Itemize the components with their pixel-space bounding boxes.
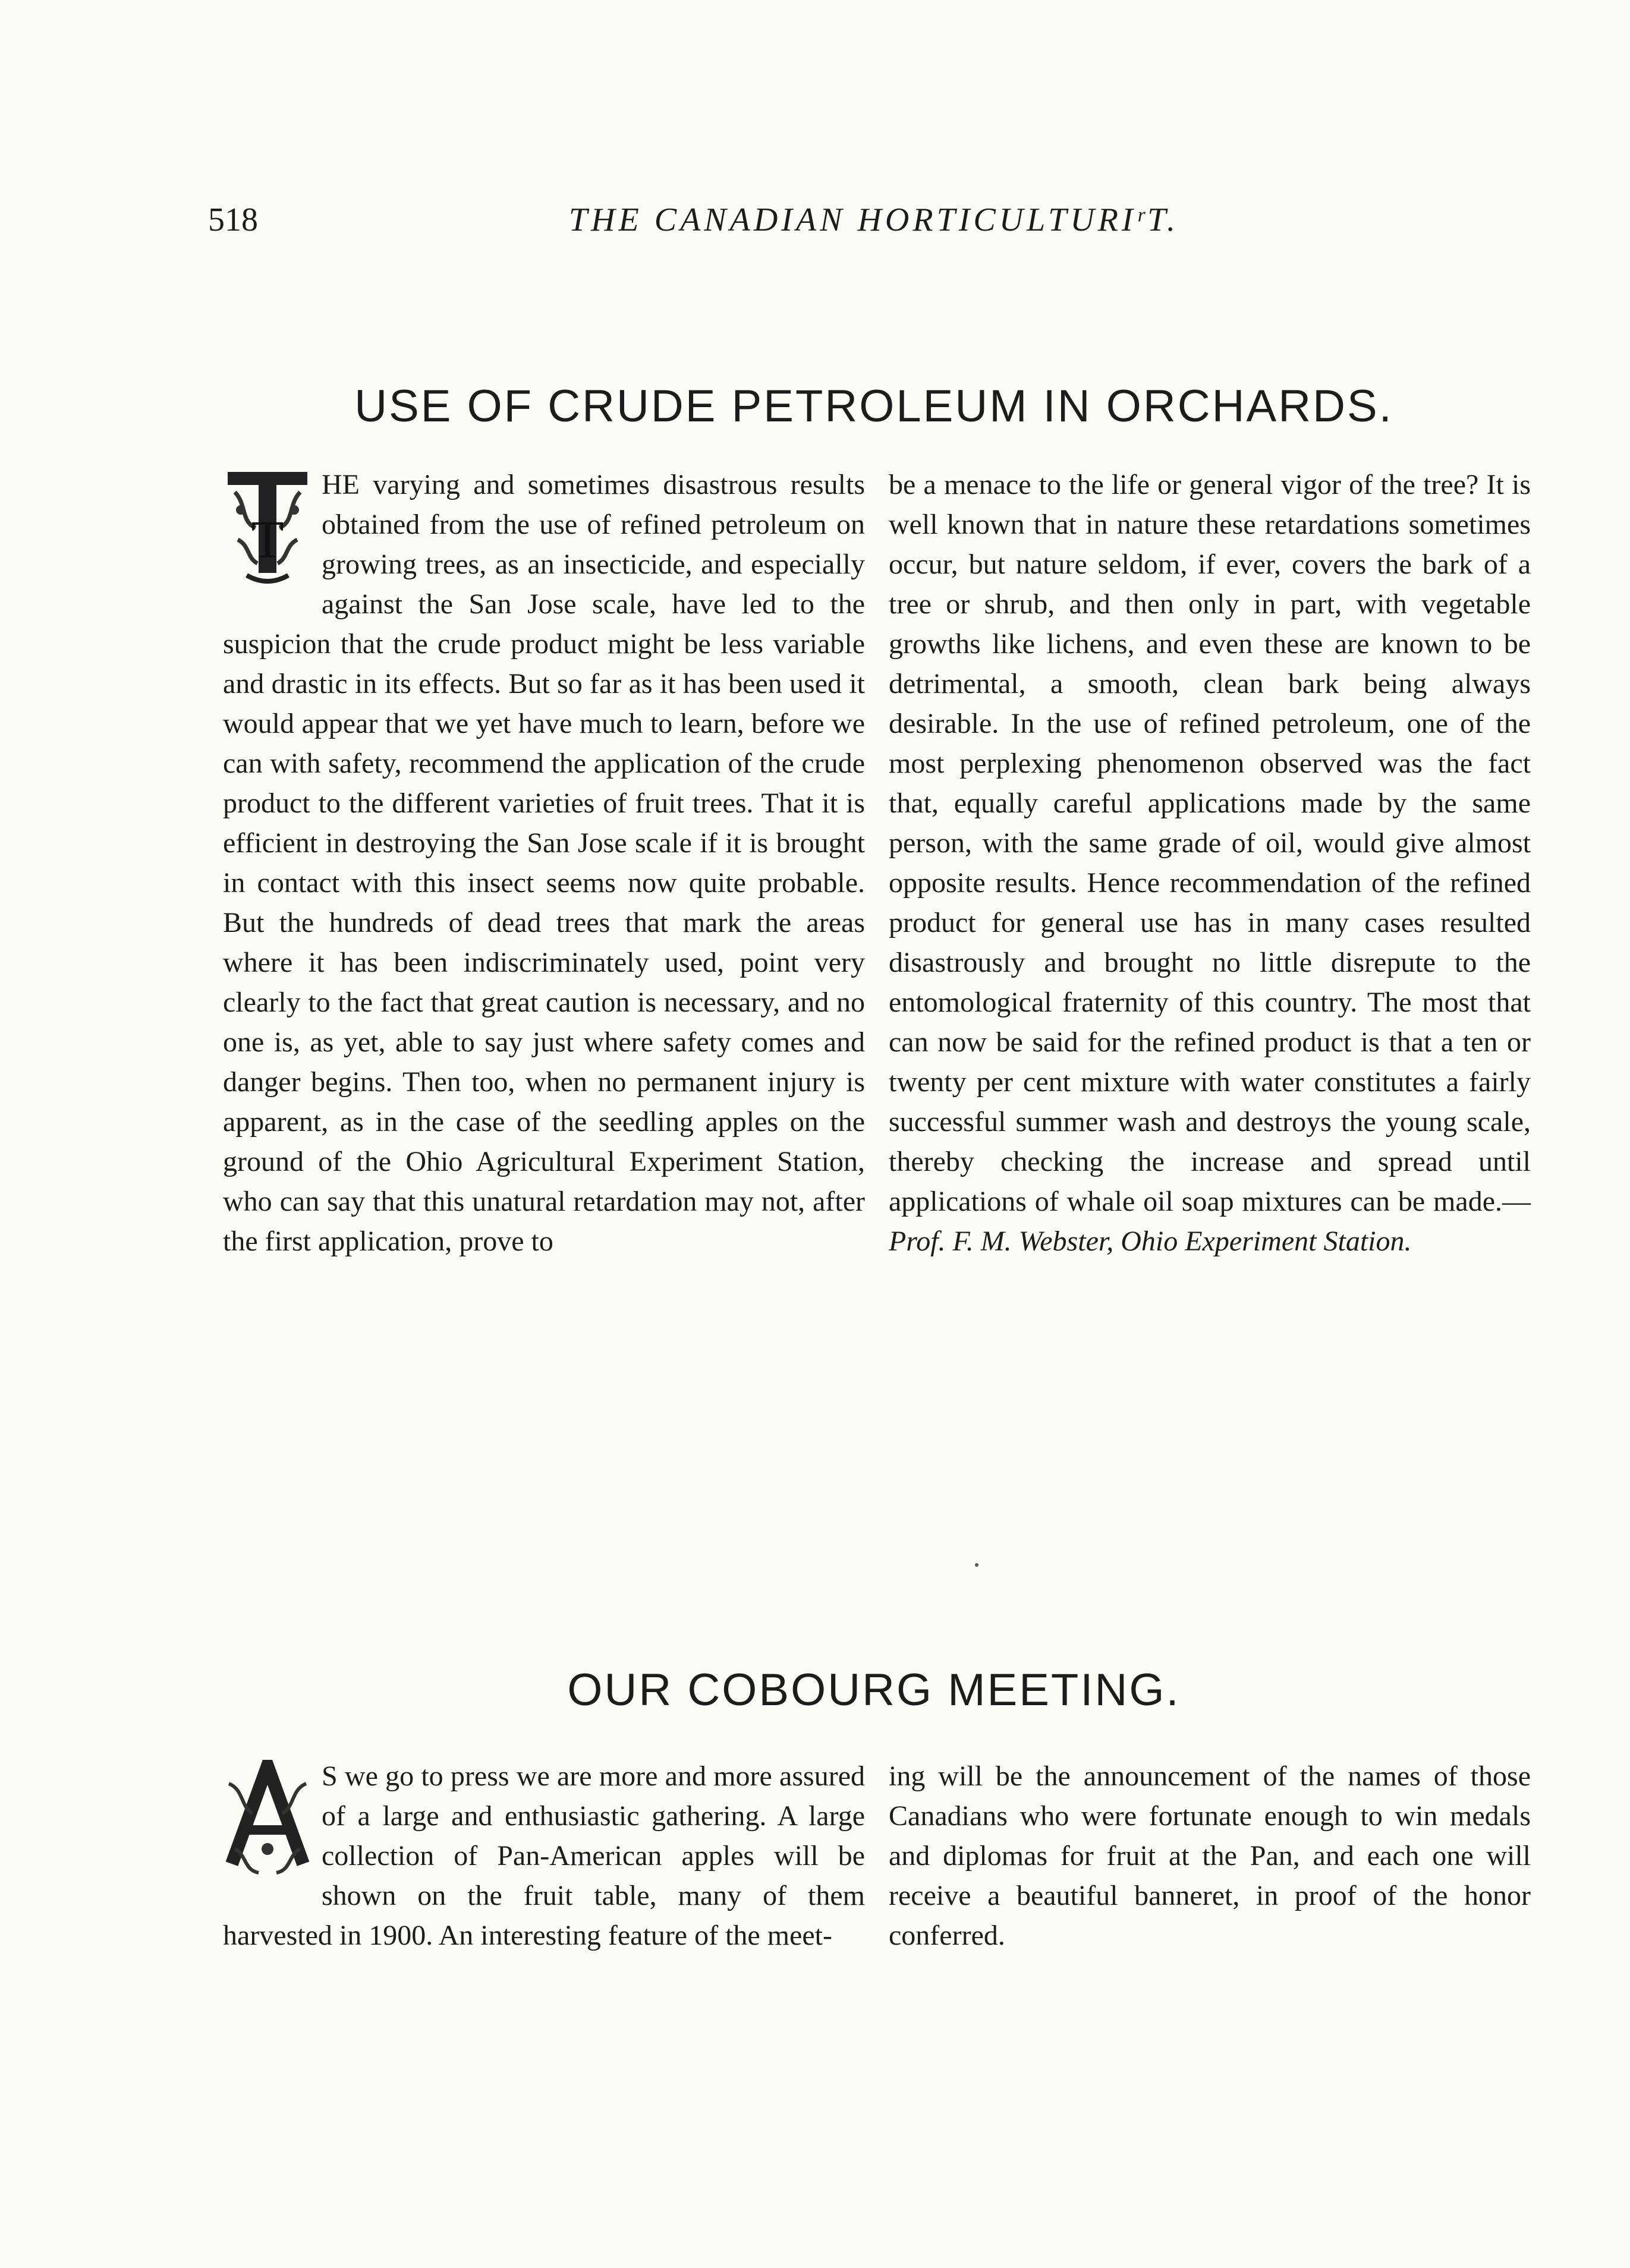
article-title: OUR COBOURG MEETING. [567,1665,1181,1715]
svg-text:A: A [267,1807,268,1808]
article-2-left-column [223,1756,865,1955]
article-1-left-column [223,465,865,1261]
article-1-right-text: be a menace to the life or general vigor of the tree? It is well known that in nature these retardations sometimes occur, but nature seldom, if ever, covers the bark of a tree or shrub, and then only in part, with vegetable growths like lichens, and even these are known to be detrimental, a smooth, clean bark being always desirable. In the use of refined petroleum, one of the most perplexing phenomenon observed was the fact that, equally careful applications made by the same person, with the same grade of oil, would give almost opposite results. Hence recommendation of the refined product for general use has in many cases resulted disastrously and brought no little disrepute to the entomological fraternity of this country. The most that can now be said for the refined product is that a ten or twenty per cent mixture with water constitutes a fairly successful summer wash and destroys the young scale, thereby checking the increase and spread until applications of whale oil soap mixtures can be made.— [889,469,1531,1217]
ornamental-dropcap-t [223,468,312,587]
article-2-right-column [889,1756,1531,1955]
page-header [208,196,1540,244]
page-number: 518 [208,201,258,238]
article-title: USE OF CRUDE PETROLEUM IN ORCHARDS. [354,381,1393,431]
ornamental-dropcap-a [223,1760,312,1879]
article-2-right-text: ing will be the announcement of the names of those Canadians who were fortunate enough to win medals and diplomas for fruit at the Pan, and each one will receive a beautiful banneret, in proof of the honor conferred. [889,1760,1531,1951]
running-title: THE CANADIAN HORTICULTURIʳT. [568,201,1179,238]
article-1-signature: Prof. F. M. Webster, Ohio Experiment Station. [889,1226,1412,1257]
article-2-lead-text: S we go to press we are more and more assured of a large and enthusiastic gathering. A large collection of Pan-American apples will be shown on the fruit table, many of them harvested in 1900. An interesting feature of the meet- [223,1760,865,1951]
article-1-lead-text: HE varying and sometimes disastrous results obtained from the use of refined petroleum on growing trees, as an insecticide, and especially against the San Jose scale, have led to the suspicion that the crude product might be less variable and drastic in its effects. But so far as it has been used it would appear that we yet have much to learn, before we can with safety, recommend the application of the crude product to the different varieties of fruit trees. That it is efficient in destroying the San Jose scale if it is brought in contact with this insect seems now quite probable. But the hundreds of dead trees that mark the areas where it has been indiscriminately used, point very clearly to the fact that great caution is necessary, and no one is, as yet, able to say just where safety comes and danger begins. Then too, when no permanent injury is apparent, as in the case of the seedling apples on the ground of the Ohio Agricultural Experiment Station, who can say that this unatural retardation may not, after the first application, prove to [223,469,865,1257]
article-1-right-column [889,465,1531,1261]
svg-text:T: T [251,511,284,569]
divider-dot [975,1563,978,1567]
